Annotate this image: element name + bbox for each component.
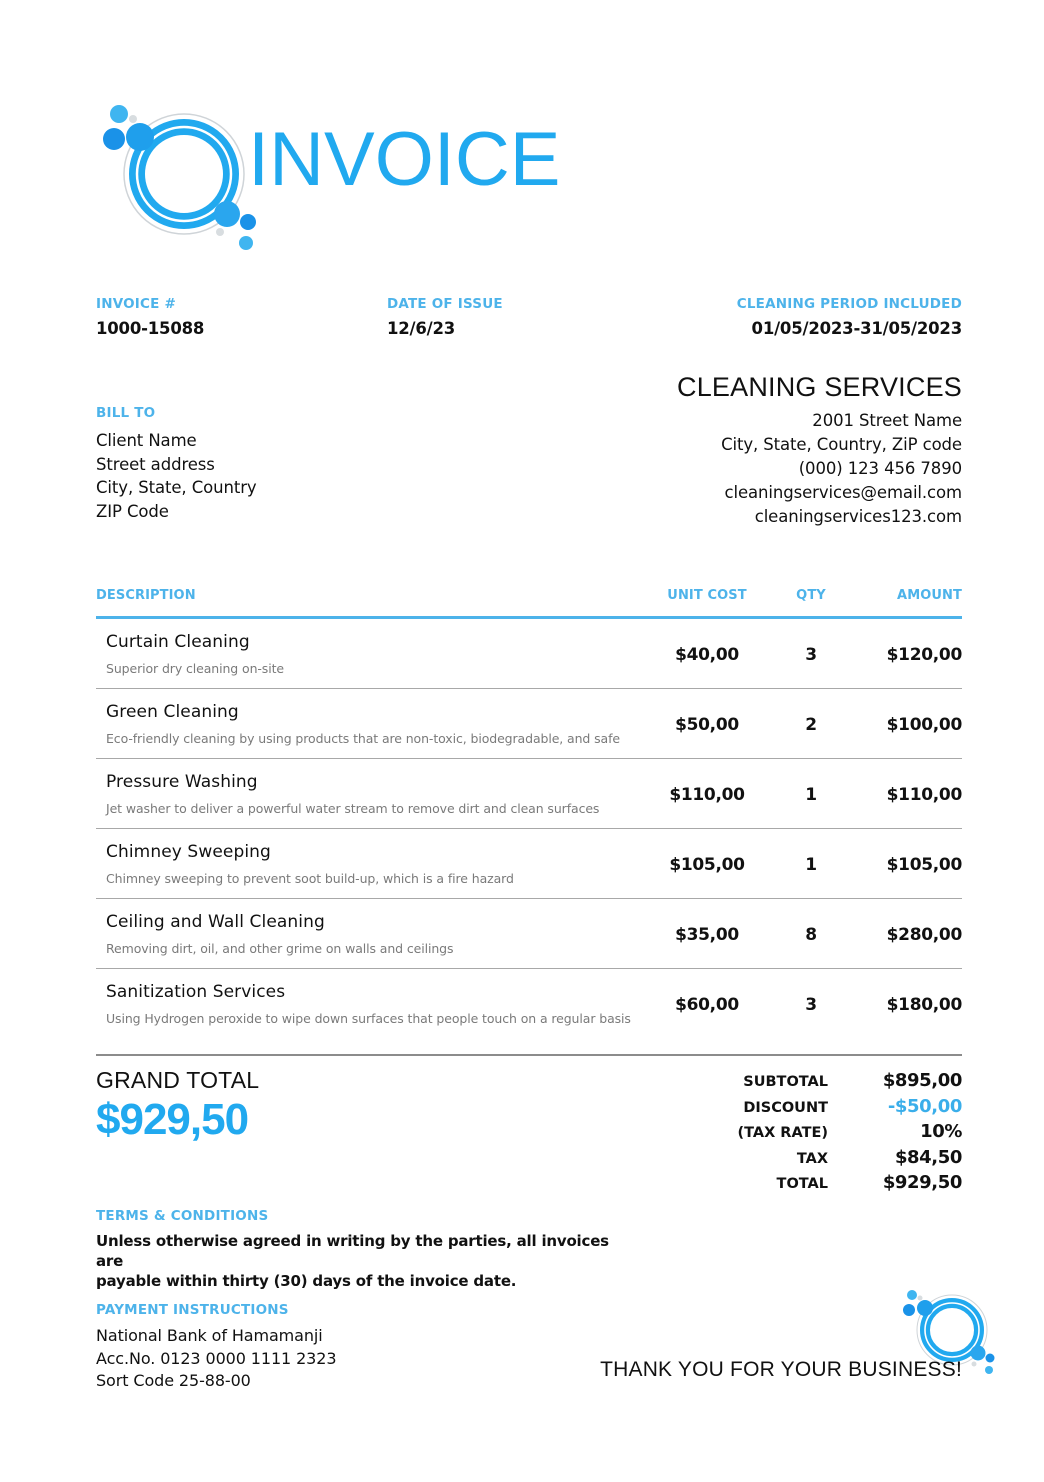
payment-instructions-label: PAYMENT INSTRUCTIONS	[96, 1302, 289, 1318]
totals-summary	[622, 1069, 962, 1197]
line-item-description	[106, 632, 646, 676]
line-item-unit-cost: $105,00	[669, 855, 745, 875]
table-row	[96, 829, 962, 899]
summary-label: (TAX RATE)	[737, 1125, 828, 1141]
line-item-title: Curtain Cleaning	[106, 632, 250, 652]
line-item-amount: $110,00	[886, 785, 962, 805]
line-item-unit-cost: $60,00	[675, 995, 739, 1015]
bill-to-block	[96, 405, 476, 523]
summary-label: TAX	[796, 1150, 828, 1167]
grand-total-block	[96, 1068, 259, 1143]
line-item-unit-cost: $50,00	[675, 715, 739, 735]
line-item-qty: 2	[805, 715, 817, 735]
bill-to-line: City, State, Country	[96, 478, 257, 497]
column-header-description: DESCRIPTION	[96, 588, 196, 603]
line-item-unit-cost: $40,00	[675, 645, 739, 665]
line-item-unit-cost: $110,00	[669, 785, 745, 805]
line-item-unit-cost: $35,00	[675, 925, 739, 945]
line-item-qty: 8	[805, 925, 817, 945]
summary-value: -$50,00	[887, 1095, 962, 1117]
invoice-meta-row	[96, 296, 962, 346]
summary-row-discount	[622, 1095, 962, 1121]
company-address-line: City, State, Country, ZiP code	[721, 435, 962, 455]
line-item-subtitle: Eco-friendly cleaning by using products that are non-toxic, biodegradable, and safe	[106, 731, 621, 747]
table-row	[96, 899, 962, 969]
summary-label: DISCOUNT	[743, 1099, 828, 1116]
table-row	[96, 759, 962, 829]
line-item-description	[106, 772, 646, 816]
grand-total-value: $929,50	[96, 1095, 249, 1145]
summary-label: SUBTOTAL	[743, 1074, 828, 1090]
invoice-number-value: 1000-15088	[96, 318, 205, 338]
invoice-header	[96, 92, 696, 252]
terms-and-conditions-block	[96, 1208, 616, 1291]
summary-row-total	[622, 1171, 962, 1197]
line-item-description	[106, 842, 646, 886]
line-item-description	[106, 702, 646, 746]
line-item-description	[106, 982, 646, 1026]
table-row	[96, 619, 962, 689]
line-items-table	[96, 588, 962, 1038]
line-item-title: Ceiling and Wall Cleaning	[106, 912, 325, 932]
summary-row-tax-rate	[622, 1120, 962, 1146]
company-block	[442, 372, 962, 529]
line-item-subtitle: Removing dirt, oil, and other grime on walls and ceilings	[106, 941, 454, 957]
bill-to-line: ZIP Code	[96, 501, 169, 521]
invoice-wordmark: INVOICE	[248, 117, 561, 202]
line-item-description	[106, 912, 646, 956]
line-item-subtitle: Chimney sweeping to prevent soot build-up, which is a fire hazard	[106, 871, 514, 887]
cleaning-period-block	[737, 296, 962, 339]
table-row	[96, 689, 962, 759]
line-item-title: Green Cleaning	[106, 702, 239, 722]
line-item-amount: $100,00	[886, 715, 962, 735]
grand-total-label: GRAND TOTAL	[96, 1067, 260, 1093]
line-item-qty: 1	[805, 855, 817, 875]
ring-bubbles-logo-icon	[96, 92, 261, 252]
line-item-qty: 1	[805, 785, 817, 805]
column-header-amount: AMOUNT	[897, 588, 962, 603]
invoice-number-label: INVOICE #	[96, 296, 176, 312]
summary-value: $84,50	[894, 1146, 962, 1168]
summary-row-tax	[622, 1146, 962, 1172]
column-header-unit-cost: UNIT COST	[667, 588, 747, 603]
invoice-number-block	[96, 296, 204, 339]
line-item-title: Pressure Washing	[106, 772, 258, 792]
summary-row-subtotal	[622, 1069, 962, 1095]
cleaning-period-label: CLEANING PERIOD INCLUDED	[736, 296, 962, 312]
bill-to-line: Client Name	[96, 431, 197, 450]
summary-value: 10%	[920, 1121, 962, 1142]
line-item-title: Chimney Sweeping	[106, 842, 271, 862]
line-item-subtitle: Jet washer to deliver a powerful water stream to remove dirt and clean surfaces	[106, 801, 600, 817]
line-item-subtitle: Using Hydrogen peroxide to wipe down surfaces that people touch on a regular basis	[106, 1011, 631, 1027]
terms-label: TERMS & CONDITIONS	[96, 1208, 269, 1224]
bill-to-label: BILL TO	[96, 405, 156, 421]
date-of-issue-label: DATE OF ISSUE	[387, 296, 503, 312]
company-phone: (000) 123 456 7890	[798, 459, 962, 479]
payment-sort-code: Sort Code 25-88-00	[96, 1371, 251, 1390]
company-website: cleaningservices123.com	[754, 507, 962, 527]
summary-value: $929,50	[882, 1172, 962, 1193]
line-item-qty: 3	[805, 645, 817, 665]
column-header-qty: QTY	[796, 588, 826, 603]
line-item-qty: 3	[805, 995, 817, 1015]
payment-bank-name: National Bank of Hamamanji	[96, 1326, 323, 1345]
table-header-row	[96, 588, 962, 619]
company-name: CLEANING SERVICES	[677, 372, 962, 402]
payment-account-number: Acc.No. 0123 0000 1111 2323	[96, 1348, 337, 1368]
line-item-amount: $280,00	[886, 925, 962, 945]
terms-line: Unless otherwise agreed in writing by the parties, all invoices are	[96, 1232, 609, 1270]
date-of-issue-value: 12/6/23	[387, 318, 456, 338]
line-item-subtitle: Superior dry cleaning on-site	[106, 661, 284, 677]
summary-label: TOTAL	[776, 1176, 828, 1192]
company-email: cleaningservices@email.com	[724, 483, 962, 503]
date-of-issue-block	[387, 296, 503, 339]
bill-to-line: Street address	[96, 454, 215, 474]
thank-you-message: THANK YOU FOR YOUR BUSINESS!	[600, 1358, 962, 1381]
line-item-amount: $105,00	[886, 855, 962, 875]
cleaning-period-value: 01/05/2023-31/05/2023	[751, 318, 962, 338]
payment-instructions-block	[96, 1302, 576, 1393]
line-item-amount: $180,00	[886, 995, 962, 1015]
table-bottom-divider	[96, 1054, 962, 1056]
summary-value: $895,00	[882, 1070, 962, 1091]
company-address-line: 2001 Street Name	[812, 411, 962, 431]
table-row	[96, 969, 962, 1038]
line-item-title: Sanitization Services	[106, 982, 286, 1002]
line-item-amount: $120,00	[886, 645, 962, 665]
terms-line: payable within thirty (30) days of the invoice date.	[96, 1272, 517, 1290]
